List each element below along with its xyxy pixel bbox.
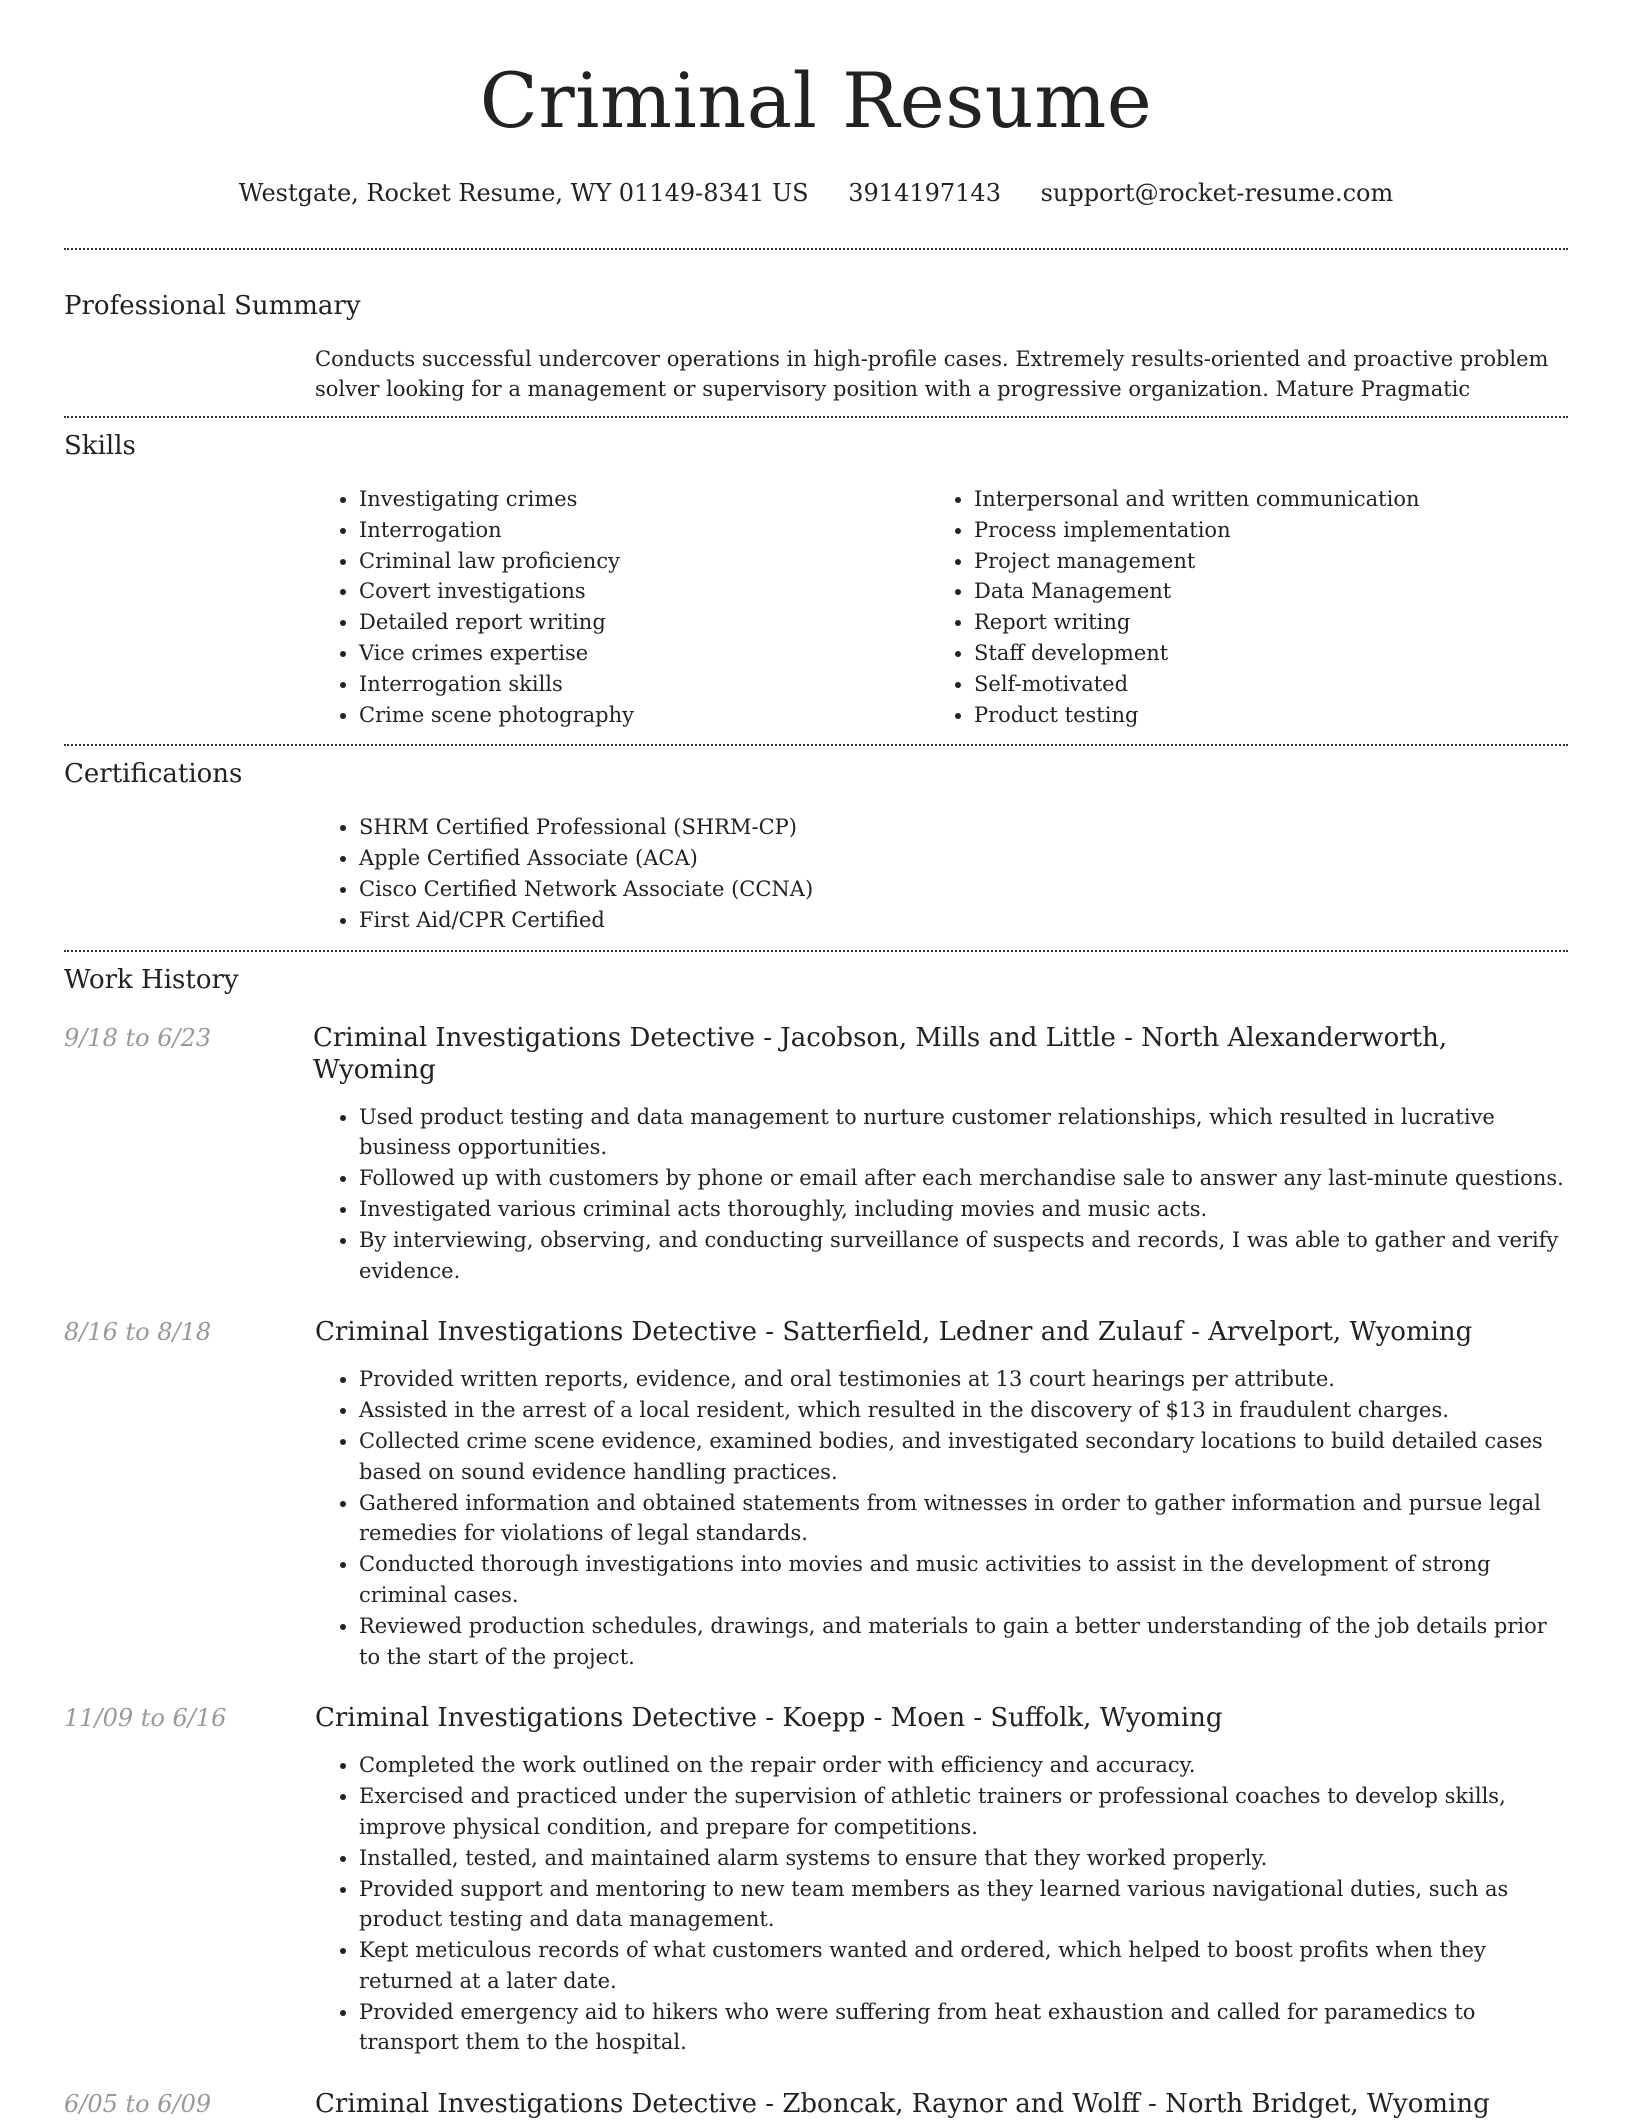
list-item: • Conducted thorough investigations into movies and music activities to assist in the development of strong criminal cases. — [359, 1549, 1568, 1611]
job-entry — [64, 1022, 1568, 1287]
summary-section — [64, 290, 1568, 404]
list-item: • Covert investigations — [359, 576, 930, 607]
list-item: • Staff development — [974, 638, 1545, 669]
divider — [64, 248, 1568, 250]
list-item: • Criminal law proficiency — [359, 546, 930, 577]
job-header — [64, 1702, 1568, 1734]
contact-phone: 3914197143 — [848, 179, 1001, 207]
job-entry — [64, 1702, 1568, 2058]
job-header — [64, 2088, 1568, 2120]
list-item: • Product testing — [974, 700, 1545, 731]
list-item: • Self-motivated — [974, 669, 1545, 700]
job-title: Criminal Investigations Detective - Jacobson, Mills and Little - North Alexanderworth, Wyoming — [312, 1022, 1448, 1085]
certifications-list — [315, 812, 1568, 935]
certifications-heading: Certifications — [64, 759, 243, 790]
work-history-heading: Work History — [64, 964, 239, 995]
list-item: • Project management — [974, 546, 1545, 577]
list-item: • Investigating crimes — [359, 484, 930, 515]
list-item: • Interpersonal and written communication — [974, 484, 1545, 515]
job-dates: 6/05 to 6/09 — [64, 2090, 212, 2119]
certifications-section — [64, 758, 1568, 935]
list-item: • Data Management — [974, 576, 1545, 607]
list-item: • Investigated various criminal acts thoroughly, including movies and music acts. — [359, 1194, 1568, 1225]
list-item: • Assisted in the arrest of a local resident, which resulted in the discovery of $13 in fraudulent charges. — [359, 1395, 1568, 1426]
contact-address: Westgate, Rocket Resume, WY 01149-8341 US — [238, 179, 809, 207]
certifications-body — [315, 812, 1568, 935]
list-item: • Process implementation — [974, 515, 1545, 546]
skills-heading: Skills — [64, 431, 136, 461]
summary-heading: Professional Summary — [64, 291, 361, 321]
job-title: Criminal Investigations Detective - Koepp - Moen - Suffolk, Wyoming — [315, 1703, 1223, 1734]
skills-section — [64, 430, 1568, 730]
job-title: Criminal Investigations Detective - Satterfield, Ledner and Zulauf - Arvelport, Wyoming — [315, 1317, 1473, 1348]
list-item: • Report writing — [974, 607, 1545, 638]
list-item: • SHRM Certified Professional (SHRM-CP) — [359, 812, 1568, 843]
list-item: • Interrogation skills — [359, 669, 930, 700]
work-history-section — [64, 964, 1568, 2120]
contact-email[interactable]: support@rocket-resume.com — [1040, 179, 1394, 207]
list-item: • Detailed report writing — [359, 607, 930, 638]
list-item: • Provided support and mentoring to new team members as they learned various navigational duties, such as product testing and data management. — [359, 1874, 1568, 1936]
list-item: • Exercised and practiced under the supervision of athletic trainers or professional coaches to develop skills, improve physical condition, and prepare for competitions. — [359, 1781, 1568, 1843]
list-item: • First Aid/CPR Certified — [359, 905, 1568, 936]
resume-title: Criminal Resume — [479, 56, 1153, 145]
list-item: • Apple Certified Associate (ACA) — [359, 843, 1568, 874]
skills-columns — [315, 484, 1568, 730]
list-item: • Provided written reports, evidence, and oral testimonies at 13 court hearings per attribute. — [359, 1364, 1568, 1395]
job-title: Criminal Investigations Detective - Zboncak, Raynor and Wolff - North Bridget, Wyoming — [315, 2089, 1490, 2120]
job-details — [315, 1102, 1568, 1287]
list-item: • Interrogation — [359, 515, 930, 546]
job-bullet-list — [315, 1750, 1568, 2058]
divider — [64, 416, 1568, 418]
list-item: • Reviewed production schedules, drawings, and materials to gain a better understanding of the job details prior to the start of the project. — [359, 1611, 1568, 1673]
divider — [64, 950, 1568, 952]
list-item: • Gathered information and obtained statements from witnesses in order to gather information and pursue legal remedies for violations of legal standards. — [359, 1488, 1568, 1550]
summary-text: Conducts successful undercover operations in high-profile cases. Extremely results-oriented and proactive problem solver looking for a management or supervisory position with a progressive organization. Mature Pragmatic — [315, 347, 1549, 401]
job-bullet-list — [315, 1102, 1568, 1287]
list-item: • Vice crimes expertise — [359, 638, 930, 669]
job-entry — [64, 2088, 1568, 2120]
work-history-jobs — [64, 1022, 1568, 2120]
list-item: • Completed the work outlined on the repair order with efficiency and accuracy. — [359, 1750, 1568, 1781]
list-item: • Collected crime scene evidence, examined bodies, and investigated secondary locations to build detailed cases based on sound evidence handling practices. — [359, 1426, 1568, 1488]
list-item: • Installed, tested, and maintained alarm systems to ensure that they worked properly. — [359, 1843, 1568, 1874]
skills-list-left — [315, 484, 930, 730]
list-item: • By interviewing, observing, and conducting surveillance of suspects and records, I was able to gather and verify evidence. — [359, 1225, 1568, 1287]
skills-list-right — [930, 484, 1545, 730]
list-item: • Followed up with customers by phone or email after each merchandise sale to answer any last-minute questions. — [359, 1163, 1568, 1194]
job-dates: 11/09 to 6/16 — [64, 1704, 227, 1733]
skills-column-left — [315, 484, 930, 730]
divider — [64, 744, 1568, 746]
job-details — [315, 1364, 1568, 1672]
list-item: • Used product testing and data management to nurture customer relationships, which resulted in lucrative business opportunities. — [359, 1102, 1568, 1164]
list-item: • Cisco Certified Network Associate (CCNA) — [359, 874, 1568, 905]
job-dates: 9/18 to 6/23 — [64, 1023, 212, 1052]
resume-page — [64, 0, 1568, 2120]
job-header — [64, 1022, 1568, 1086]
job-details — [315, 1750, 1568, 2058]
contact-line — [64, 178, 1568, 208]
list-item: • Crime scene photography — [359, 700, 930, 731]
job-dates: 8/16 to 8/18 — [64, 1318, 212, 1347]
job-entry — [64, 1316, 1568, 1672]
list-item: • Kept meticulous records of what customers wanted and ordered, which helped to boost profits when they returned at a later date. — [359, 1935, 1568, 1997]
job-header — [64, 1316, 1568, 1348]
skills-column-right — [930, 484, 1545, 730]
list-item: • Provided emergency aid to hikers who were suffering from heat exhaustion and called for paramedics to transport them to the hospital. — [359, 1997, 1568, 2059]
job-bullet-list — [315, 1364, 1568, 1672]
